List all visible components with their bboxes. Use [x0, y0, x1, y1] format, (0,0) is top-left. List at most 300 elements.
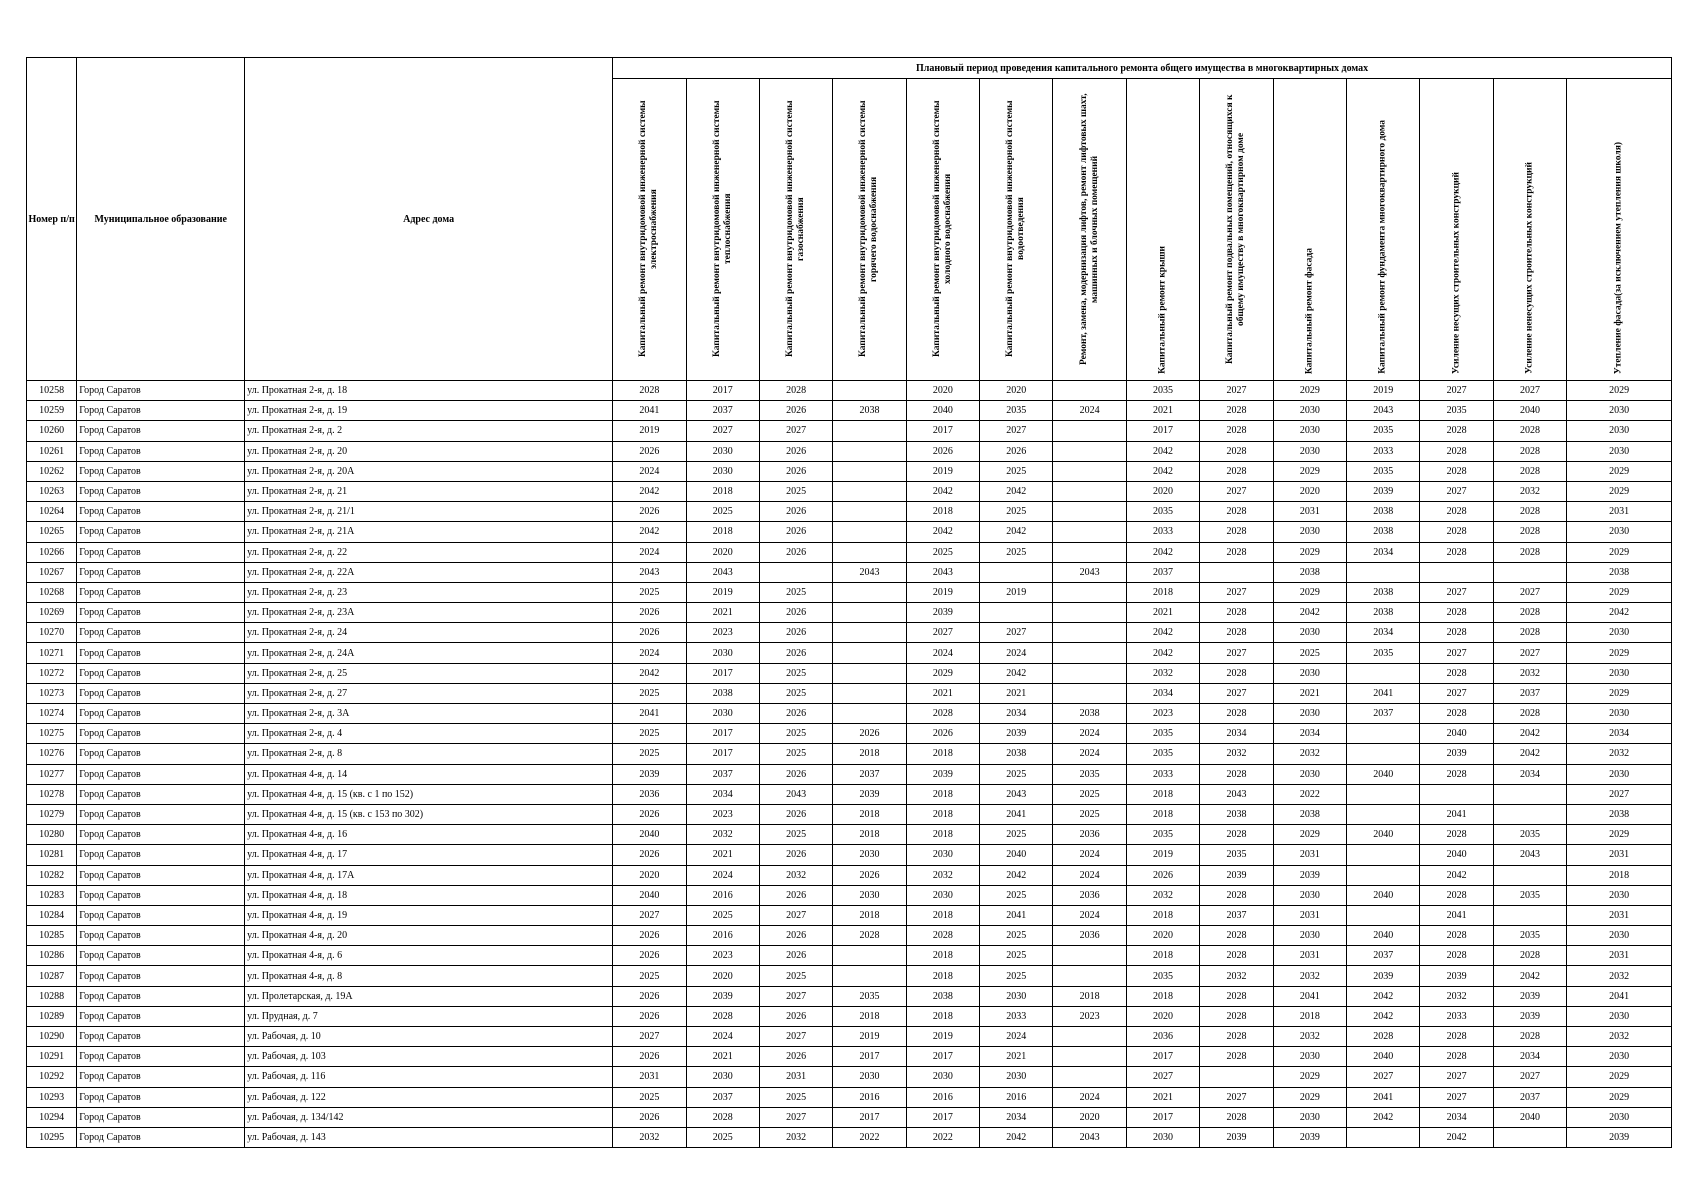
year-cell: 2026	[613, 1047, 686, 1067]
year-cell: 2043	[833, 562, 906, 582]
year-cell: 2028	[1347, 1027, 1420, 1047]
table-row	[27, 845, 1672, 865]
header-work-3	[759, 79, 832, 381]
table-row	[27, 381, 1672, 401]
row-number: 10265	[27, 522, 77, 542]
municipality-cell: Город Саратов	[77, 603, 245, 623]
year-cell: 2029	[1273, 461, 1346, 481]
row-number: 10273	[27, 683, 77, 703]
year-cell: 2030	[1567, 926, 1672, 946]
year-cell: 2026	[613, 603, 686, 623]
year-cell: 2027	[613, 905, 686, 925]
year-cell: 2026	[980, 441, 1053, 461]
year-cell: 2040	[1347, 825, 1420, 845]
municipality-cell: Город Саратов	[77, 1047, 245, 1067]
header-work-label: Капитальный ремонт внутридомовой инженерной системы холодного водоснабжения	[931, 100, 953, 358]
year-cell: 2020	[1053, 1107, 1126, 1127]
year-cell: 2031	[759, 1067, 832, 1087]
year-cell: 2018	[1126, 582, 1199, 602]
year-cell: 2028	[1420, 542, 1493, 562]
year-cell: 2027	[1200, 643, 1273, 663]
year-cell: 2020	[686, 966, 759, 986]
year-cell: 2026	[759, 623, 832, 643]
year-cell: 2024	[1053, 744, 1126, 764]
header-work-label: Усиление несущих строительных конструкций	[1451, 171, 1462, 374]
year-cell: 2017	[906, 1107, 979, 1127]
year-cell: 2021	[686, 1047, 759, 1067]
row-number: 10272	[27, 663, 77, 683]
year-cell: 2032	[1567, 966, 1672, 986]
year-cell: 2032	[1493, 663, 1566, 683]
year-cell: 2035	[1126, 825, 1199, 845]
year-cell: 2026	[613, 845, 686, 865]
header-work-label: Капитальный ремонт внутридомовой инженерной системы теплоснабжения	[711, 100, 733, 358]
year-cell: 2030	[1273, 401, 1346, 421]
year-cell: 2031	[1567, 905, 1672, 925]
year-cell: 2028	[1200, 1006, 1273, 1026]
year-cell: 2030	[1273, 1107, 1346, 1127]
table-row	[27, 683, 1672, 703]
year-cell: 2016	[906, 1087, 979, 1107]
municipality-cell: Город Саратов	[77, 542, 245, 562]
address-cell: ул. Прокатная 2-я, д. 22	[245, 542, 613, 562]
row-number: 10263	[27, 481, 77, 501]
municipality-cell: Город Саратов	[77, 704, 245, 724]
year-cell: 2029	[1567, 481, 1672, 501]
year-cell: 2028	[1200, 704, 1273, 724]
year-cell: 2034	[980, 704, 1053, 724]
row-number: 10279	[27, 804, 77, 824]
year-cell: 2031	[613, 1067, 686, 1087]
year-cell: 2024	[686, 865, 759, 885]
year-cell: 2026	[613, 804, 686, 824]
year-cell: 2025	[980, 542, 1053, 562]
year-cell: 2042	[1126, 542, 1199, 562]
year-cell: 2018	[833, 905, 906, 925]
year-cell: 2018	[833, 804, 906, 824]
year-cell: 2020	[1126, 926, 1199, 946]
year-cell: 2019	[833, 1027, 906, 1047]
year-cell: 2035	[1493, 825, 1566, 845]
header-municipality: Муниципальное образование	[77, 58, 245, 381]
year-cell: 2039	[1347, 481, 1420, 501]
year-cell: 2021	[1126, 401, 1199, 421]
year-cell: 2037	[1347, 704, 1420, 724]
address-cell: ул. Прокатная 4-я, д. 19	[245, 905, 613, 925]
year-cell: 2020	[1126, 481, 1199, 501]
header-work-10	[1273, 79, 1346, 381]
year-cell	[1347, 744, 1420, 764]
year-cell: 2025	[759, 663, 832, 683]
year-cell: 2035	[1126, 744, 1199, 764]
year-cell: 2037	[1493, 683, 1566, 703]
address-cell: ул. Рабочая, д. 103	[245, 1047, 613, 1067]
year-cell	[980, 603, 1053, 623]
table-row	[27, 421, 1672, 441]
year-cell	[1053, 603, 1126, 623]
municipality-cell: Город Саратов	[77, 966, 245, 986]
header-work-8	[1126, 79, 1199, 381]
address-cell: ул. Прокатная 4-я, д. 15 (кв. с 1 по 152)	[245, 784, 613, 804]
year-cell: 2028	[1493, 946, 1566, 966]
year-cell: 2030	[1567, 421, 1672, 441]
year-cell: 2042	[1273, 603, 1346, 623]
year-cell: 2026	[759, 804, 832, 824]
year-cell: 2041	[980, 905, 1053, 925]
year-cell: 2042	[1420, 1127, 1493, 1147]
year-cell: 2024	[1053, 724, 1126, 744]
year-cell: 2023	[1126, 704, 1199, 724]
capital-repair-sheet	[26, 57, 1672, 1148]
table-row	[27, 441, 1672, 461]
year-cell: 2026	[906, 724, 979, 744]
year-cell: 2025	[1053, 804, 1126, 824]
year-cell: 2025	[759, 724, 832, 744]
address-cell: ул. Прокатная 4-я, д. 17А	[245, 865, 613, 885]
municipality-cell: Город Саратов	[77, 1127, 245, 1147]
year-cell	[1347, 905, 1420, 925]
year-cell: 2029	[1567, 825, 1672, 845]
year-cell: 2024	[1053, 401, 1126, 421]
year-cell: 2036	[1126, 1027, 1199, 1047]
municipality-cell: Город Саратов	[77, 1067, 245, 1087]
year-cell: 2039	[1273, 1127, 1346, 1147]
year-cell: 2025	[980, 966, 1053, 986]
year-cell: 2025	[906, 542, 979, 562]
year-cell: 2020	[613, 865, 686, 885]
year-cell: 2041	[1347, 683, 1420, 703]
year-cell	[833, 663, 906, 683]
year-cell: 2026	[759, 461, 832, 481]
year-cell: 2040	[1347, 926, 1420, 946]
table-row	[27, 1067, 1672, 1087]
municipality-cell: Город Саратов	[77, 461, 245, 481]
municipality-cell: Город Саратов	[77, 421, 245, 441]
year-cell: 2028	[906, 704, 979, 724]
year-cell: 2036	[1053, 885, 1126, 905]
header-work-7	[1053, 79, 1126, 381]
year-cell: 2018	[906, 744, 979, 764]
year-cell	[980, 562, 1053, 582]
year-cell	[1053, 542, 1126, 562]
year-cell: 2026	[613, 926, 686, 946]
row-number: 10274	[27, 704, 77, 724]
year-cell: 2034	[1126, 683, 1199, 703]
year-cell: 2025	[759, 744, 832, 764]
year-cell: 2030	[686, 1067, 759, 1087]
year-cell: 2030	[1273, 441, 1346, 461]
year-cell: 2030	[980, 1067, 1053, 1087]
table-row	[27, 905, 1672, 925]
year-cell: 2030	[906, 845, 979, 865]
year-cell: 2028	[1420, 1027, 1493, 1047]
year-cell	[1347, 1127, 1420, 1147]
table-row	[27, 1027, 1672, 1047]
year-cell: 2018	[1567, 865, 1672, 885]
year-cell: 2025	[613, 683, 686, 703]
year-cell: 2037	[686, 1087, 759, 1107]
header-work-label: Капитальный ремонт фундамента многоквартирного дома	[1377, 120, 1388, 374]
year-cell: 2018	[686, 522, 759, 542]
year-cell: 2025	[613, 1087, 686, 1107]
year-cell: 2042	[980, 522, 1053, 542]
year-cell: 2028	[1420, 603, 1493, 623]
year-cell: 2026	[906, 441, 979, 461]
year-cell: 2028	[1200, 1027, 1273, 1047]
year-cell: 2019	[906, 582, 979, 602]
year-cell: 2018	[906, 804, 979, 824]
year-cell: 2027	[759, 421, 832, 441]
year-cell	[833, 946, 906, 966]
municipality-cell: Город Саратов	[77, 804, 245, 824]
year-cell: 2041	[1420, 905, 1493, 925]
year-cell: 2041	[980, 804, 1053, 824]
year-cell: 2025	[613, 744, 686, 764]
year-cell: 2035	[1200, 845, 1273, 865]
year-cell: 2025	[759, 481, 832, 501]
year-cell	[1053, 522, 1126, 542]
year-cell: 2028	[1420, 764, 1493, 784]
table-row	[27, 865, 1672, 885]
municipality-cell: Город Саратов	[77, 582, 245, 602]
year-cell: 2032	[1273, 1027, 1346, 1047]
address-cell: ул. Прокатная 2-я, д. 4	[245, 724, 613, 744]
row-number: 10287	[27, 966, 77, 986]
year-cell: 2042	[1420, 865, 1493, 885]
year-cell: 2017	[686, 381, 759, 401]
address-cell: ул. Прокатная 4-я, д. 14	[245, 764, 613, 784]
year-cell: 2025	[759, 825, 832, 845]
year-cell: 2039	[1200, 865, 1273, 885]
municipality-cell: Город Саратов	[77, 1027, 245, 1047]
year-cell: 2026	[759, 946, 832, 966]
year-cell: 2043	[1493, 845, 1566, 865]
year-cell: 2028	[1493, 441, 1566, 461]
year-cell: 2024	[1053, 905, 1126, 925]
table-row	[27, 724, 1672, 744]
table-row	[27, 522, 1672, 542]
year-cell: 2028	[1200, 926, 1273, 946]
year-cell: 2025	[759, 683, 832, 703]
year-cell	[1347, 865, 1420, 885]
year-cell: 2037	[833, 764, 906, 784]
year-cell: 2027	[906, 623, 979, 643]
year-cell: 2017	[686, 744, 759, 764]
row-number: 10262	[27, 461, 77, 481]
year-cell: 2022	[1273, 784, 1346, 804]
year-cell: 2017	[1126, 1047, 1199, 1067]
year-cell: 2042	[980, 865, 1053, 885]
year-cell: 2032	[1567, 1027, 1672, 1047]
table-row	[27, 582, 1672, 602]
header-num: Номер п/п	[27, 58, 77, 381]
year-cell	[1493, 1127, 1566, 1147]
year-cell: 2030	[833, 845, 906, 865]
year-cell: 2023	[1053, 1006, 1126, 1026]
year-cell: 2026	[759, 401, 832, 421]
year-cell: 2029	[1273, 381, 1346, 401]
row-number: 10282	[27, 865, 77, 885]
year-cell: 2032	[1567, 744, 1672, 764]
year-cell: 2037	[1200, 905, 1273, 925]
address-cell: ул. Прокатная 2-я, д. 8	[245, 744, 613, 764]
year-cell: 2018	[1126, 905, 1199, 925]
year-cell: 2026	[613, 623, 686, 643]
table-row	[27, 401, 1672, 421]
header-work-5	[906, 79, 979, 381]
header-work-13	[1493, 79, 1566, 381]
year-cell: 2018	[1126, 784, 1199, 804]
header-work-label: Капитальный ремонт внутридомовой инженерной системы электроснабжения	[638, 100, 660, 358]
year-cell: 2030	[833, 1067, 906, 1087]
address-cell: ул. Прокатная 2-я, д. 2	[245, 421, 613, 441]
year-cell: 2042	[980, 663, 1053, 683]
year-cell: 2018	[833, 825, 906, 845]
municipality-cell: Город Саратов	[77, 623, 245, 643]
address-cell: ул. Рабочая, д. 116	[245, 1067, 613, 1087]
year-cell: 2018	[833, 1006, 906, 1026]
year-cell: 2028	[1420, 522, 1493, 542]
year-cell: 2027	[759, 905, 832, 925]
year-cell: 2026	[613, 502, 686, 522]
year-cell: 2037	[1493, 1087, 1566, 1107]
year-cell	[1347, 845, 1420, 865]
year-cell: 2030	[686, 704, 759, 724]
year-cell: 2028	[1200, 986, 1273, 1006]
header-address: Адрес дома	[245, 58, 613, 381]
year-cell	[1053, 502, 1126, 522]
address-cell: ул. Прокатная 2-я, д. 3А	[245, 704, 613, 724]
year-cell: 2028	[1493, 522, 1566, 542]
year-cell: 2042	[613, 522, 686, 542]
table-header	[27, 58, 1672, 381]
year-cell	[1053, 582, 1126, 602]
year-cell	[1053, 381, 1126, 401]
year-cell: 2026	[759, 643, 832, 663]
year-cell	[1347, 562, 1420, 582]
year-cell: 2024	[613, 461, 686, 481]
table-row	[27, 1127, 1672, 1147]
header-period: Плановый период проведения капитального ремонта общего имущества в многоквартирных домах	[613, 58, 1672, 79]
year-cell	[833, 582, 906, 602]
year-cell: 2021	[1126, 1087, 1199, 1107]
year-cell: 2032	[1126, 663, 1199, 683]
row-number: 10280	[27, 825, 77, 845]
year-cell: 2025	[759, 966, 832, 986]
year-cell: 2039	[906, 764, 979, 784]
year-cell: 2025	[686, 502, 759, 522]
year-cell: 2038	[980, 744, 1053, 764]
year-cell: 2026	[759, 542, 832, 562]
year-cell: 2032	[613, 1127, 686, 1147]
year-cell: 2030	[1273, 926, 1346, 946]
year-cell: 2025	[686, 1127, 759, 1147]
year-cell: 2028	[833, 926, 906, 946]
year-cell: 2035	[1347, 421, 1420, 441]
year-cell: 2038	[833, 401, 906, 421]
year-cell: 2031	[1273, 905, 1346, 925]
year-cell: 2034	[1493, 764, 1566, 784]
year-cell: 2031	[1567, 845, 1672, 865]
row-number: 10292	[27, 1067, 77, 1087]
address-cell: ул. Прокатная 2-я, д. 21/1	[245, 502, 613, 522]
year-cell	[833, 481, 906, 501]
year-cell: 2026	[759, 502, 832, 522]
year-cell: 2035	[1126, 502, 1199, 522]
year-cell: 2036	[1053, 926, 1126, 946]
year-cell	[833, 461, 906, 481]
year-cell: 2028	[1493, 542, 1566, 562]
year-cell: 2040	[980, 845, 1053, 865]
year-cell: 2028	[1420, 946, 1493, 966]
year-cell: 2038	[1200, 804, 1273, 824]
year-cell	[1053, 623, 1126, 643]
year-cell: 2029	[1567, 643, 1672, 663]
year-cell: 2040	[1347, 764, 1420, 784]
year-cell: 2017	[833, 1047, 906, 1067]
table-row	[27, 481, 1672, 501]
year-cell	[1053, 966, 1126, 986]
year-cell: 2040	[1493, 401, 1566, 421]
year-cell: 2028	[1200, 522, 1273, 542]
year-cell: 2039	[1347, 966, 1420, 986]
municipality-cell: Город Саратов	[77, 885, 245, 905]
row-number: 10281	[27, 845, 77, 865]
table-row	[27, 764, 1672, 784]
year-cell	[833, 421, 906, 441]
year-cell	[1053, 643, 1126, 663]
table-row	[27, 562, 1672, 582]
year-cell: 2037	[686, 764, 759, 784]
row-number: 10271	[27, 643, 77, 663]
header-work-14	[1567, 79, 1672, 381]
year-cell: 2040	[1347, 885, 1420, 905]
year-cell: 2023	[686, 804, 759, 824]
year-cell: 2038	[1567, 562, 1672, 582]
year-cell: 2034	[1273, 724, 1346, 744]
table-row	[27, 603, 1672, 623]
year-cell: 2019	[980, 582, 1053, 602]
year-cell: 2042	[906, 481, 979, 501]
year-cell: 2029	[1567, 461, 1672, 481]
row-number: 10283	[27, 885, 77, 905]
year-cell: 2022	[906, 1127, 979, 1147]
year-cell: 2018	[686, 481, 759, 501]
year-cell: 2029	[1273, 1087, 1346, 1107]
year-cell: 2039	[1420, 966, 1493, 986]
year-cell: 2040	[1420, 724, 1493, 744]
municipality-cell: Город Саратов	[77, 1006, 245, 1026]
year-cell: 2018	[1126, 986, 1199, 1006]
table-row	[27, 926, 1672, 946]
year-cell	[1493, 784, 1566, 804]
table-row	[27, 825, 1672, 845]
row-number: 10289	[27, 1006, 77, 1026]
year-cell: 2028	[1200, 603, 1273, 623]
year-cell: 2030	[1567, 522, 1672, 542]
year-cell: 2028	[1200, 623, 1273, 643]
row-number: 10268	[27, 582, 77, 602]
year-cell: 2035	[980, 401, 1053, 421]
year-cell	[1493, 562, 1566, 582]
year-cell: 2025	[613, 966, 686, 986]
year-cell: 2042	[980, 1127, 1053, 1147]
year-cell: 2017	[686, 663, 759, 683]
address-cell: ул. Прокатная 2-я, д. 19	[245, 401, 613, 421]
municipality-cell: Город Саратов	[77, 441, 245, 461]
year-cell: 2027	[1126, 1067, 1199, 1087]
year-cell: 2028	[1200, 502, 1273, 522]
